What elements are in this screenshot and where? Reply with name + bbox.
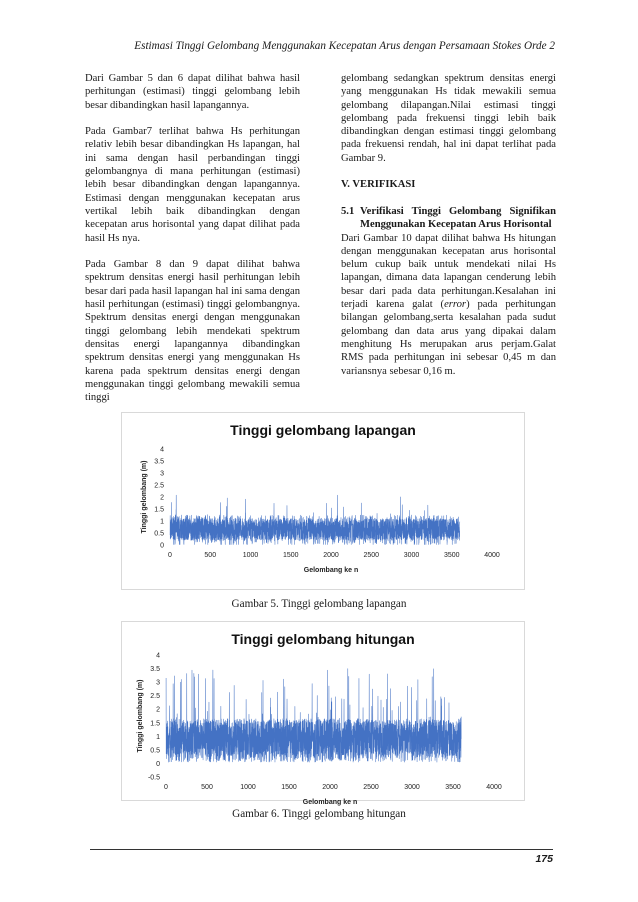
y-tick-label: 1.5 — [150, 720, 160, 728]
x-tick-label: 0 — [164, 784, 168, 791]
x-tick-label: 2500 — [363, 784, 379, 791]
x-tick-label: 1500 — [282, 552, 299, 559]
x-tick-label: 1000 — [240, 784, 256, 791]
subsection-number: 5.1 — [341, 205, 355, 217]
y-tick-label: 1 — [160, 518, 164, 526]
paragraph: Pada Gambar7 terlihat bahwa Hs perhitungan relativ lebih besar dibandingkan Hs lapangan, hal ini sama dengan hasil perbandingan tinggi gelombangnya di mana perhitungan (estimasi) lebih besar dibandingkan dengan lapangannya. Estimasi dengan menggunakan kecepatan arus vertikal lebih baik dibandingkan dengan kecepatan arus horisontal yang dapat dilihat pada hasil Hs nya. — [85, 126, 300, 244]
y-tick-label: 3 — [156, 679, 160, 687]
x-tick-label: 2000 — [323, 552, 339, 559]
section-heading: V. VERIFIKASI — [341, 179, 416, 191]
x-tick-label: 2000 — [322, 784, 338, 791]
data-series-line — [170, 495, 460, 544]
y-tick-label: 0.5 — [150, 747, 160, 755]
x-tick-label: 3000 — [404, 784, 420, 791]
right-column — [341, 72, 556, 378]
footer-rule — [90, 849, 553, 850]
y-axis-label: Tinggi gelombang (m) — [137, 679, 144, 753]
x-tick-label: 3500 — [443, 552, 460, 559]
left-column — [85, 72, 300, 404]
x-tick-label: 3500 — [445, 784, 461, 791]
y-tick-label: 2.5 — [150, 693, 160, 701]
paragraph: Dari Gambar 5 dan 6 dapat dilihat bahwa hasil perhitungan (estimasi) tinggi gelombang lebih besar dibandingkan hasil lapangannya. — [85, 73, 300, 111]
y-tick-label: 0 — [156, 760, 160, 768]
running-header: Estimasi Tinggi Gelombang Menggunakan Kecepatan Arus dengan Persamaan Stokes Orde 2 — [134, 40, 555, 52]
subsection-title: Verifikasi Tinggi Gelombang Signifikan Menggunakan Kecepatan Arus Horisontal — [360, 205, 556, 231]
y-tick-label: 3.5 — [150, 666, 160, 674]
subsection-heading — [341, 205, 556, 232]
y-tick-label: 1 — [156, 733, 160, 741]
y-tick-label: 2 — [160, 494, 164, 502]
y-tick-label: 4 — [156, 652, 160, 660]
x-tick-label: 3000 — [403, 552, 420, 559]
x-tick-label: 500 — [204, 552, 217, 559]
x-tick-label: 500 — [201, 784, 213, 791]
x-tick-label: 1500 — [281, 784, 297, 791]
x-tick-label: 4000 — [486, 784, 502, 791]
figure-6-chart — [122, 622, 524, 806]
y-tick-label: 2 — [156, 706, 160, 714]
chart-5-svg — [122, 413, 524, 589]
figure-5-caption: Gambar 5. Tinggi gelombang lapangan — [231, 598, 407, 610]
chart-title: Tinggi gelombang hitungan — [231, 631, 415, 647]
y-tick-label: 0.5 — [154, 530, 164, 538]
y-tick-label: 4 — [160, 446, 164, 454]
chart-title: Tinggi gelombang lapangan — [230, 422, 416, 438]
y-axis-label: Tinggi gelombang (m) — [141, 460, 148, 534]
y-tick-label: -0.5 — [147, 774, 160, 782]
chart-6-svg — [122, 622, 524, 806]
y-tick-label: 0 — [160, 542, 164, 550]
page-number: 175 — [535, 853, 553, 865]
x-tick-label: 2500 — [363, 552, 380, 559]
figure-6-caption: Gambar 6. Tinggi gelombang hitungan — [232, 808, 406, 820]
x-tick-label: 1000 — [242, 552, 259, 559]
y-tick-label: 3 — [160, 470, 164, 478]
y-tick-label: 1.5 — [154, 506, 164, 514]
paragraph: Dari Gambar 10 dapat dilihat bahwa Hs hitungan dengan menggunakan kecepatan arus horisontal belum cukup baik untuk mendekati nilai Hs lapangan, dimana data lapangan cenderung lebih besar dari pada data perhitungan.Kesalahan ini terjadi karena galat (error) pada perhitungan bilangan gelombang,serta kesalahan pada sudut gelombang dan data arus yang dipakai dalam menghitung Hs merupakan arus perjam.Galat RMS pada perhitungan ini sebesar 0,45 m dan variansnya sebesar 0,16 m. — [341, 232, 556, 377]
x-axis-label: Gelombang ke n — [303, 567, 359, 574]
y-tick-label: 3.5 — [154, 458, 164, 466]
data-series-line — [166, 669, 461, 762]
x-tick-label: 4000 — [484, 552, 500, 559]
x-axis-label: Gelombang ke n — [302, 799, 358, 806]
y-tick-label: 2.5 — [154, 482, 164, 490]
paragraph: gelombang sedangkan spektrum densitas energi yang menggunakan Hs tidak mewakili semua gelombang dilapangan.Nilai estimasi tinggi gelombang pada frekuensi tinggi lebih baik dibandingkan dengan estimasi tinggi gelombang pada frekuensi rendah, hal ini dapat terlihat pada Gambar 9. — [341, 73, 556, 164]
x-tick-label: 0 — [168, 552, 172, 559]
paragraph: Pada Gambar 8 dan 9 dapat dilihat bahwa spektrum densitas energi hasil perhitungan lebih besar dari pada hasil lapangan hal ini sama dengan hasil perhitungan (estimasi) tinggi gelombangnya. Spektrum densitas energi dengan menggunakan tinggi gelombang lebih mendekati spektrum densitas energi lapangannya dibandingkan spektrum densitas energi yang menggunakan Hs karena pada spektrum densitas energi dengan menggunakan tinggi gelombang mewakili semua tinggi — [85, 259, 300, 404]
figure-5-chart — [122, 413, 524, 589]
